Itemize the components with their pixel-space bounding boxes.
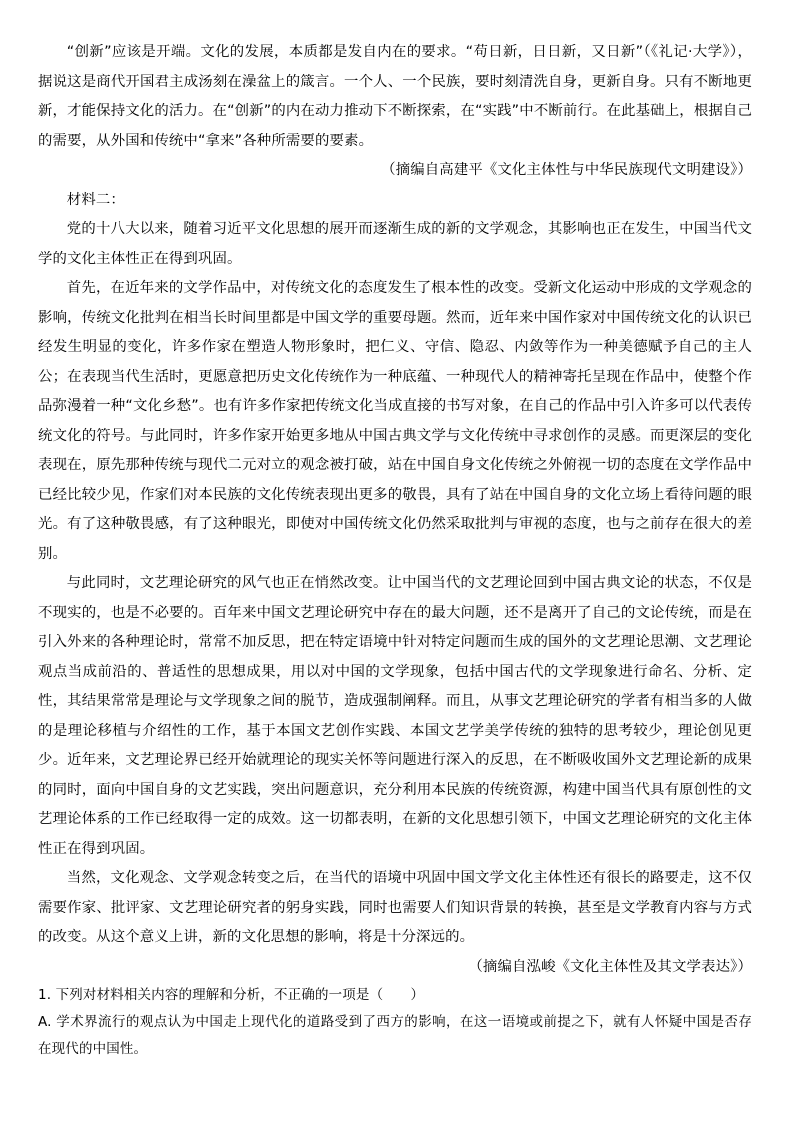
source-citation-two: （摘编自泓峻《文化主体性及其文学表达》）: [468, 958, 752, 975]
question-stem: 1. 下列对材料相关内容的理解和分析，不正确的一项是（ ）: [38, 987, 425, 1003]
paragraph-intro: 党的十八大以来，随着习近平文化思想的展开而逐渐生成的新的文学观念，其影响也正在发生，中国当代文学的文化主体性正在得到巩固。: [38, 221, 752, 267]
material-two-label: 材料二：: [66, 191, 125, 208]
paragraph-material-one-end: “创新”应该是开端。文化的发展，本质都是发自内在的要求。“苟日新，日日新，又日新”（《礼记·大学》），据说这是商代开国君主成汤刻在澡盆上的箴言。一个人、一个民族，要时刻清洗自身，更新自身。只有不断地更新，才能保持文化的活力。在“创新”的内在动力推动下不断探索，在“实践”中不断前行。在此基础上，根据自己的需要，从外国和传统中“拿来”各种所需要的要素。: [38, 44, 752, 149]
source-citation-one: （摘编自高建平《文化主体性与中华民族现代文明建设》）: [381, 162, 752, 178]
paragraph-theory-research: 与此同时，文艺理论研究的风气也正在悄然改变。让中国当代的文艺理论回到中国古典文论的状态，不仅是不现实的，也是不必要的。百年来中国文艺理论研究中存在的最大问题，还不是离开了自己的文论传统，而是在引入外来的各种理论时，常常不加反思，把在特定语境中针对特定问题而生成的国外的文艺理论思潮、文艺理论观点当成前沿的、普适性的思想成果，用以对中国的文学现象，包括中国古代的文学现象进行命名、分析、定性，其结果常常是理论与文学现象之间的脱节，造成强制阐释。而且，从事文艺理论研究的学者有相当多的人做的是理论移植与介绍性的工作，基于本国文艺创作实践、本国文艺学美学传统的独特的思考较少，理论创见更少。近年来，文艺理论界已经开始就理论的现实关怀等问题进行深入的反思，在不断吸收国外文艺理论新的成果的同时，面向中国自身的文艺实践，突出问题意识，充分利用本民族的传统资源，构建中国当代具有原创性的文艺理论体系的工作已经取得一定的成效。这一切都表明，在新的文化思想引领下，中国文艺理论研究的文化主体性正在得到巩固。: [38, 575, 752, 857]
paragraph-first-point: 首先，在近年来的文学作品中，对传统文化的态度发生了根本性的改变。受新文化运动中形成的文学观念的影响，传统文化批判在相当长时间里都是中国文学的重要母题。然而，近年来中国作家对中国传统文化的认识已经发生明显的变化，许多作家在塑造人物形象时，把仁义、守信、隐忍、内敛等作为一种美德赋予自己的主人公；在表现当代生活时，更愿意把历史文化传统作为一种底蕴、一种现代人的精神寄托呈现在作品中，使整个作品弥漫着一种“文化乡愁”。也有许多作家把传统文化当成直接的书写对象，在自己的作品中引入许多可以代表传统文化的符号。与此同时，许多作家开始更多地从中国古典文学与文化传统中寻求创作的灵感。而更深层的变化表现在，原先那种传统与现代二元对立的观念被打破，站在中国自身文化传统之外俯视一切的态度在文学作品中已经比较少见，作家们对本民族的文化传统表现出更多的敬畏，具有了站在中国自身的文化立场上看待问题的眼光。有了这种敬畏感，有了这种眼光，即使对中国传统文化仍然采取批判与审视的态度，也与之前存在很大的差别。: [38, 280, 752, 562]
question-option-a: A. 学术界流行的观点认为中国走上现代化的道路受到了西方的影响，在这一语境或前提之下，就有人怀疑中国是否存在现代的中国性。: [38, 1014, 752, 1057]
paragraph-conclusion: 当然，文化观念、文学观念转变之后，在当代的语境中巩固中国文学文化主体性还有很长的路要走，这不仅需要作家、批评家、文艺理论研究者的躬身实践，同时也需要人们知识背景的转换，甚至是文学教育内容与方式的改变。从这个意义上讲，新的文化思想的影响，将是十分深远的。: [38, 870, 752, 945]
